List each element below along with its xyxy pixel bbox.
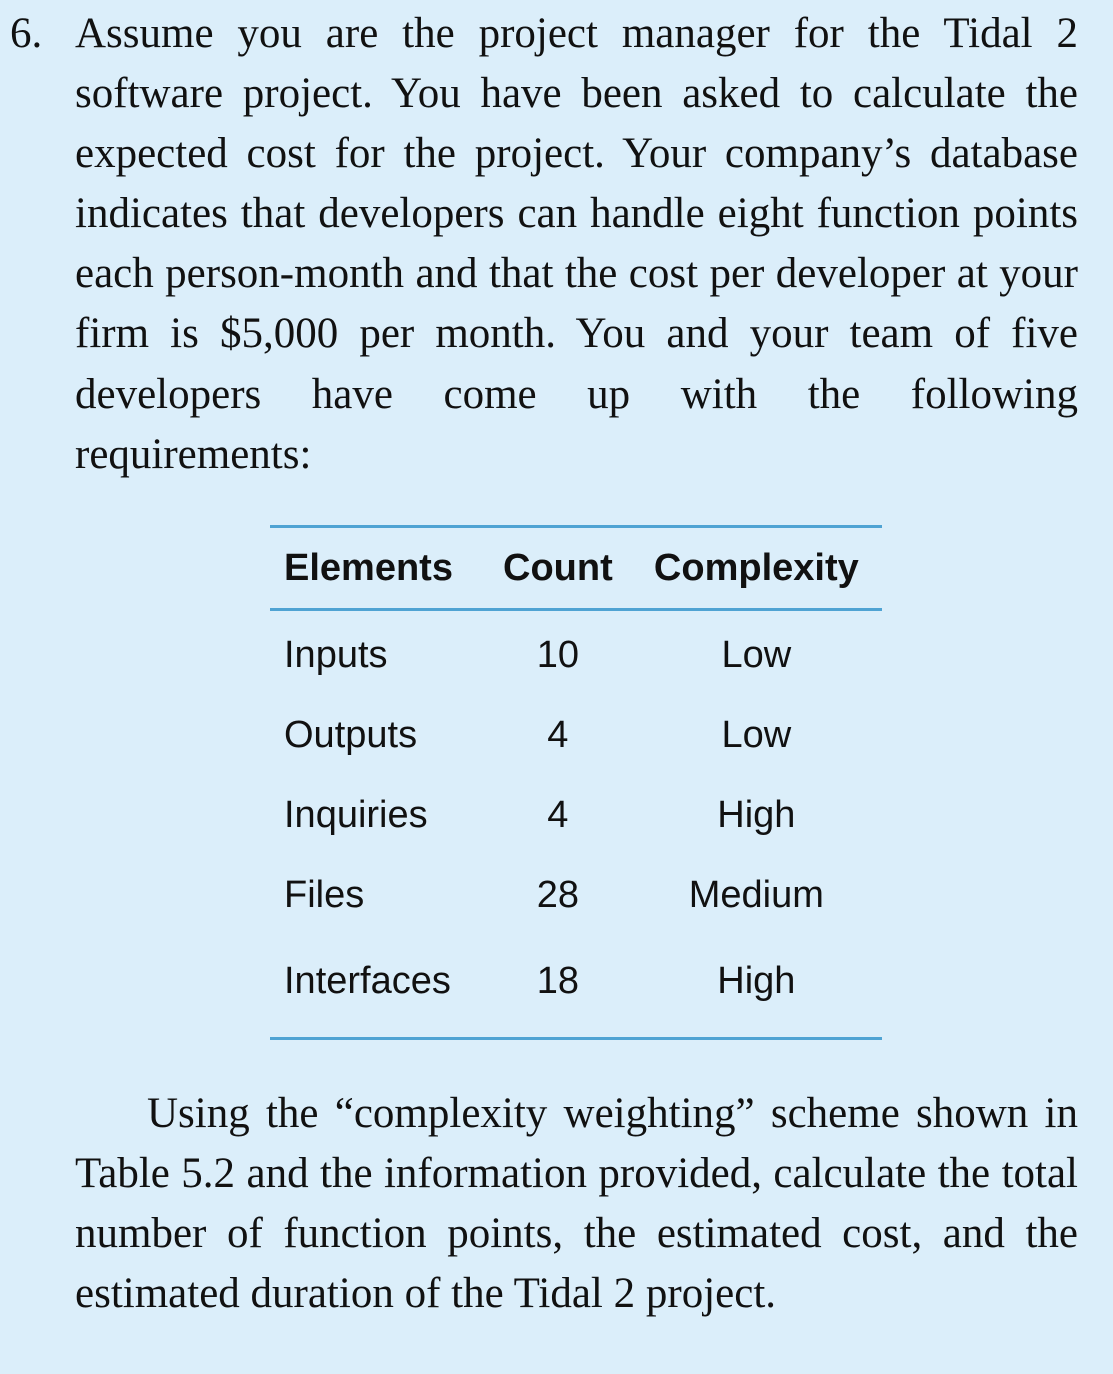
element-cell: Interfaces [270,935,485,1039]
problem-number: 6. [10,10,43,57]
element-cell: Inputs [284,633,388,676]
followup-question: Using the “complexity weighting” scheme shown in Table 5.2 and the information provided, calculate the total number of function points, the estimated cost, and the estimated duration of the Tidal 2 project. [75,1090,1078,1318]
requirements-table [270,525,882,1040]
table-row [270,855,882,935]
table-row [270,695,882,775]
complexity-cell: High [717,793,796,836]
table-row [270,935,882,1039]
complexity-cell: Low [721,633,792,676]
table-header [270,527,882,610]
count-cell: 4 [547,793,569,836]
table-row [270,775,882,855]
count-cell: 4 [547,713,569,756]
problem-statement: Assume you are the project manager for the Tidal 2 software project. You have been asked to calculate the expected cost for the project. Your company’s database indicates that developers can handle eight function points each person-month and that the cost per developer at your firm is $5,000 per month. You and your team of five developers have come up with the following requirements: [75,10,1078,478]
table-row [270,610,882,696]
table-body [270,610,882,1039]
complexity-cell: Medium [688,873,824,916]
element-cell: Outputs [284,713,418,756]
table-header-row [270,527,882,610]
header-count: Count [485,527,631,610]
header-complexity: Complexity [631,527,882,610]
element-cell: Inquiries [284,793,428,836]
element-cell: Files [284,873,365,916]
header-elements: Elements [270,527,485,610]
count-cell: 28 [536,873,579,916]
requirements-table-wrapper [270,525,882,1040]
count-cell: 18 [485,935,631,1039]
count-cell: 10 [536,633,579,676]
complexity-cell: High [631,935,882,1039]
complexity-cell: Low [721,713,792,756]
